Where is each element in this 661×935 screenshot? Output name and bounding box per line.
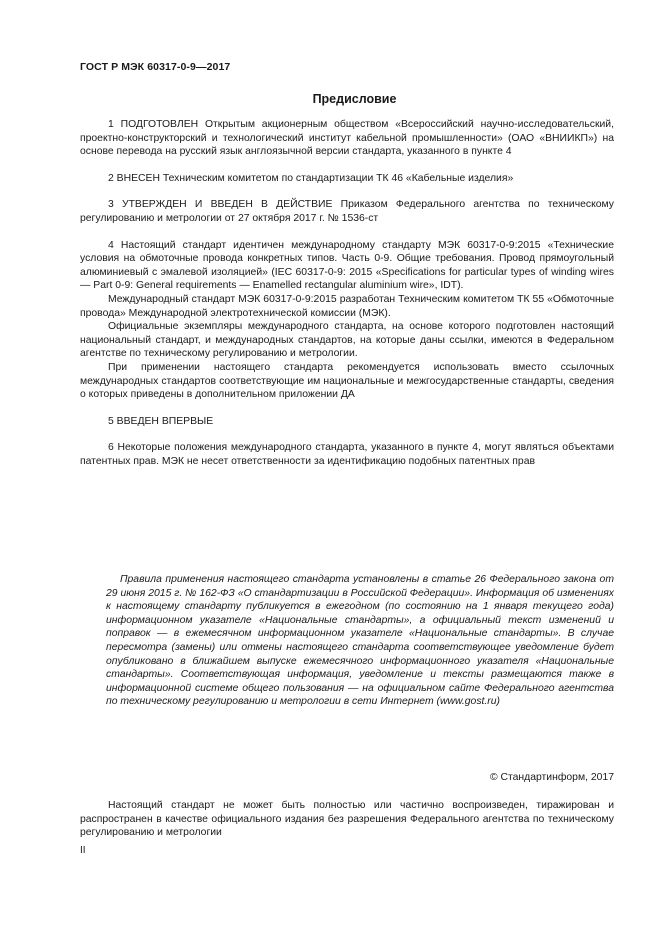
reproduction-text: Настоящий стандарт не может быть полностью или частично воспроизведен, тиражирован и распространен в качестве официального издания без разрешения Федерального агентства по техническому регулированию и метрологии	[80, 800, 614, 839]
paragraph-prepared: 1 ПОДГОТОВЛЕН Открытым акционерным обществом «Всероссийский научно-исследовательский, проектно-конструкторский и технологический институт кабельной промышленности» (ОАО «ВНИИКП») на основе перевода на русский язык англоязычной версии стандарта, указанного в пункте 4	[80, 119, 614, 158]
foreword-body	[80, 118, 614, 468]
application-rules-notice	[106, 573, 614, 709]
reproduction-notice	[80, 799, 614, 840]
paragraph-developed: Международный стандарт МЭК 60317-0-9:2015 разработан Техническим комитетом ТК 55 «Обмоточные провода» Международной электротехнической комиссии (МЭК).	[80, 293, 614, 319]
copyright: © Стандартинформ, 2017	[489, 772, 614, 783]
paragraph-official-copies: Официальные экземпляры международного стандарта, на основе которого подготовлен настоящий национальный стандарт, и международных стандартов, на которые даны ссылки, имеются в Федеральном агентстве по техническому регулированию и метрологии.	[80, 321, 614, 360]
paragraph-approved: 3 УТВЕРЖДЕН И ВВЕДЕН В ДЕЙСТВИЕ Приказом Федерального агентства по техническому регулированию и метрологии от 27 октября 2017 г. № 1536-ст	[80, 199, 614, 224]
paragraph-introduced: 5 ВВЕДЕН ВПЕРВЫЕ	[108, 415, 214, 427]
paragraph-patents: 6 Некоторые положения международного стандарта, указанного в пункте 4, могут являться объектами патентных прав. МЭК не несет ответственности за идентификацию подобных патентных прав	[80, 442, 614, 467]
page-title-text: Предисловие	[312, 92, 397, 106]
page-title	[0, 92, 661, 106]
paragraph-submitted: 2 ВНЕСЕН Техническим комитетом по стандартизации ТК 46 «Кабельные изделия»	[108, 172, 514, 184]
notice-text: Правила применения настоящего стандарта установлены в статье 26 Федерального закона от 29 июня 2015 г. № 162-ФЗ «О стандартизации в Российской Федерации». Информация об изменениях к настоящему стандарту публикуется в ежегодном (по состоянию на 1 января текущего года) информационном указателе «Национальные стандарты», а официальный текст изменений и поправок — в ежемесячном информационном указателе «Национальные стандарты». В случае пересмотра (замены) или отмены настоящего стандарта соответствующее уведомление будет опубликовано в ближайшем выпуске ежемесячного информационного указателя «Национальные стандарты». Соответствующая информация, уведомление и тексты размещаются также в информационной системе общего пользования — на официальном сайте Федерального агентства по техническому регулированию и метрологии в сети Интернет (www.gost.ru)	[106, 574, 614, 708]
paragraph-application: При применении настоящего стандарта рекомендуется использовать вместо ссылочных международных стандартов соответствующие им национальные и межгосударственные стандарты, сведения о которых приведены в дополнительном приложении ДА	[80, 361, 614, 401]
standard-code-header: ГОСТ Р МЭК 60317-0-9—2017	[80, 61, 231, 73]
paragraph-identical: 4 Настоящий стандарт идентичен международному стандарту МЭК 60317-0-9:2015 «Технические условия на обмоточные провода конкретных типов. Часть 0-9. Общие требования. Провод прямоугольный алюминиевый с эмалевой изоляцией» (IEC 60317-0-9: 2015 «Specifications for particular types of winding wires — Part 0-9: General requirements — Enamelled rectangular aluminium wire», IDT).	[80, 239, 614, 292]
page-number: II	[80, 845, 86, 856]
